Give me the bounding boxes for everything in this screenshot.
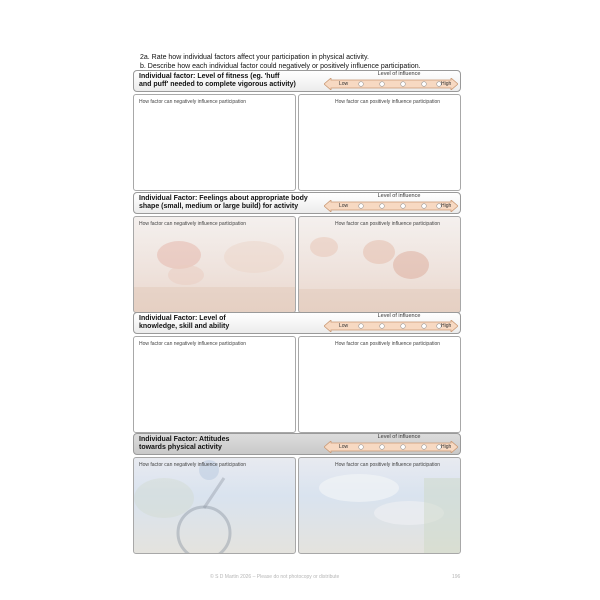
negative-influence-box[interactable]: [133, 457, 296, 554]
negative-influence-box[interactable]: [133, 216, 296, 313]
rating-option-4: [422, 204, 427, 209]
positive-influence-box[interactable]: [298, 94, 461, 191]
factor-header: [133, 433, 461, 455]
background-photo-sky: [299, 458, 460, 553]
background-photo-kids: [299, 217, 460, 312]
rating-option-1: [359, 82, 364, 87]
negative-influence-box[interactable]: [133, 94, 296, 191]
negative-box-label: How factor can negatively influence participation: [139, 221, 247, 227]
high-label: High: [441, 444, 452, 450]
low-label: Low: [339, 323, 349, 329]
positive-box-label: How factor can positively influence participation: [335, 341, 441, 347]
rating-option-1: [359, 204, 364, 209]
slider-title: Level of influence: [377, 71, 421, 77]
low-label: Low: [339, 444, 349, 450]
influence-slider[interactable]: [324, 78, 458, 90]
instruction-line-b: b. Describe how each individual factor could negatively or positively influence participation.: [140, 63, 421, 70]
factor-title: Individual factor: Level of fitness (eg. 'huff and puff' needed to complete vigorous activity): [139, 73, 296, 88]
factor-title: Individual Factor: Level of knowledge, skill and ability: [139, 315, 230, 330]
slider-title: Level of influence: [377, 434, 421, 440]
rating-option-3: [401, 82, 406, 87]
rating-option-2: [380, 82, 385, 87]
high-label: High: [441, 81, 452, 87]
low-label: Low: [339, 81, 349, 87]
slider-title: Level of influence: [377, 313, 421, 319]
positive-influence-box[interactable]: [298, 336, 461, 433]
negative-influence-box[interactable]: [133, 336, 296, 433]
high-label: High: [441, 203, 452, 209]
high-label: High: [441, 323, 452, 329]
negative-box-label: How factor can negatively influence participation: [139, 99, 247, 105]
rating-option-4: [422, 445, 427, 450]
influence-slider[interactable]: [324, 441, 458, 453]
influence-slider[interactable]: [324, 200, 458, 212]
copyright-footer: © S D Martin 2026 – Please do not photocopy or distribute: [210, 574, 340, 580]
negative-box-label: How factor can negatively influence participation: [139, 462, 247, 468]
rating-option-2: [380, 445, 385, 450]
page-number: 196: [452, 574, 461, 580]
rating-option-1: [359, 324, 364, 329]
rating-option-4: [422, 82, 427, 87]
rating-option-2: [380, 324, 385, 329]
positive-box-label: How factor can positively influence participation: [335, 462, 441, 468]
rating-option-3: [401, 324, 406, 329]
positive-box-label: How factor can positively influence participation: [335, 221, 441, 227]
low-label: Low: [339, 203, 349, 209]
factor-title: Individual Factor: Attitudes towards physical activity: [139, 436, 230, 451]
influence-slider[interactable]: [324, 320, 458, 332]
factor-header: [133, 70, 461, 92]
rating-option-1: [359, 445, 364, 450]
background-photo-kids: [134, 217, 295, 312]
factor-title: Individual Factor: Feelings about appropriate body shape (small, medium or large build) for activity: [139, 195, 308, 210]
positive-box-label: How factor can positively influence participation: [335, 99, 441, 105]
slider-title: Level of influence: [377, 193, 421, 199]
positive-influence-box[interactable]: [298, 216, 461, 313]
background-photo-bike: [134, 458, 295, 553]
rating-option-2: [380, 204, 385, 209]
rating-option-3: [401, 445, 406, 450]
rating-option-4: [422, 324, 427, 329]
instruction-line-a: 2a. Rate how individual factors affect your participation in physical activity.: [140, 54, 369, 61]
factor-header: [133, 312, 461, 334]
negative-box-label: How factor can negatively influence participation: [139, 341, 247, 347]
factor-header: [133, 192, 461, 214]
rating-option-3: [401, 204, 406, 209]
positive-influence-box[interactable]: [298, 457, 461, 554]
instructions: [140, 53, 421, 71]
